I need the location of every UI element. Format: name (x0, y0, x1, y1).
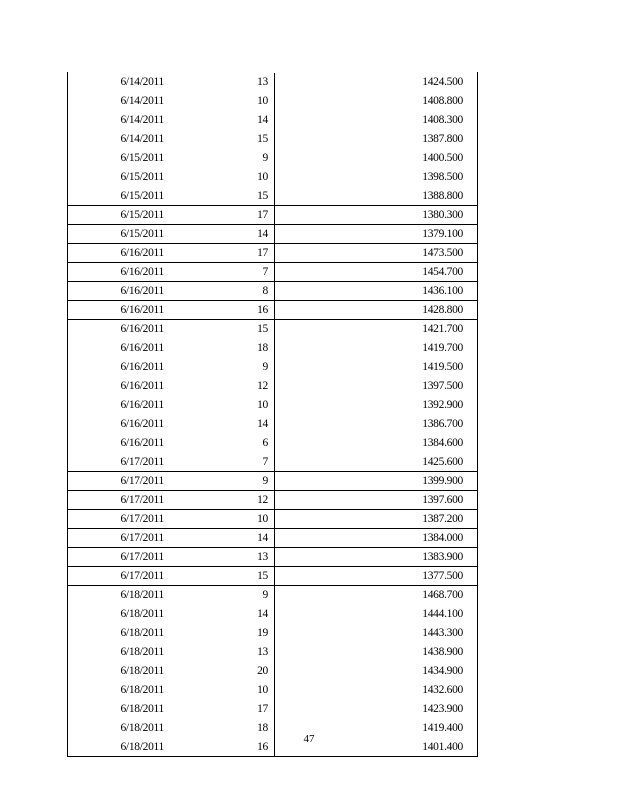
table-row (68, 624, 478, 643)
table-row (68, 396, 478, 415)
number-cell: 10 (257, 171, 268, 183)
value-cell: 1468.700 (275, 586, 478, 605)
date-cell: 6/18/2011 (68, 681, 169, 700)
value-cell: 1380.300 (275, 206, 478, 225)
number-cell: 20 (257, 665, 268, 677)
table-row (68, 681, 478, 700)
date-cell: 6/16/2011 (68, 244, 169, 263)
number-cell: 9 (168, 586, 275, 605)
date-cell: 6/16/2011 (68, 358, 169, 377)
number-cell: 10 (168, 510, 275, 529)
table-row (68, 415, 478, 434)
table-row (68, 700, 478, 719)
date-cell: 6/17/2011 (68, 472, 169, 491)
number-cell: 13 (257, 76, 268, 88)
number-cell: 13 (168, 548, 275, 567)
table-row (68, 377, 478, 396)
value-cell: 1438.900 (275, 643, 478, 662)
number-cell: 13 (257, 646, 268, 658)
number-cell: 10 (257, 684, 268, 696)
value-cell: 1399.900 (275, 472, 478, 491)
value-cell: 1454.700 (275, 263, 478, 282)
number-cell: 18 (257, 342, 268, 354)
number-cell: 15 (257, 190, 268, 202)
table-row (68, 92, 478, 111)
number-cell: 14 (257, 608, 268, 620)
date-cell: 6/15/2011 (68, 168, 169, 187)
date-cell: 6/16/2011 (68, 320, 169, 339)
value-cell: 1387.800 (275, 130, 478, 149)
value-cell: 1428.800 (275, 301, 478, 320)
table-row (68, 149, 478, 168)
date-cell: 6/14/2011 (68, 92, 169, 111)
value-cell: 1392.900 (275, 396, 478, 415)
number-cell: 12 (257, 380, 268, 392)
date-cell: 6/16/2011 (68, 415, 169, 434)
value-cell: 1443.300 (275, 624, 478, 643)
value-cell: 1397.500 (275, 377, 478, 396)
table-row (68, 548, 478, 567)
date-cell: 6/17/2011 (68, 510, 169, 529)
page-number: 47 (303, 733, 315, 745)
table-row (68, 472, 478, 491)
date-cell: 6/17/2011 (68, 491, 169, 510)
date-cell: 6/18/2011 (68, 624, 169, 643)
value-cell: 1473.500 (275, 244, 478, 263)
number-cell: 9 (262, 361, 268, 373)
number-cell: 7 (262, 456, 268, 468)
value-cell: 1436.100 (275, 282, 478, 301)
value-cell: 1434.900 (275, 662, 478, 681)
date-cell: 6/18/2011 (68, 700, 169, 719)
number-cell: 15 (168, 567, 275, 586)
value-cell: 1408.800 (275, 92, 478, 111)
number-cell: 17 (168, 244, 275, 263)
date-cell: 6/15/2011 (68, 225, 169, 244)
date-cell: 6/18/2011 (68, 662, 169, 681)
date-cell: 6/17/2011 (68, 529, 169, 548)
number-cell: 6 (262, 437, 268, 449)
date-cell: 6/18/2011 (68, 586, 169, 605)
date-cell: 6/18/2011 (68, 738, 169, 757)
table-row (68, 567, 478, 586)
table-row (68, 168, 478, 187)
table-row (68, 282, 478, 301)
value-cell: 1425.600 (275, 453, 478, 472)
date-cell: 6/15/2011 (68, 206, 169, 225)
value-cell: 1386.700 (275, 415, 478, 434)
date-cell: 6/14/2011 (68, 73, 169, 92)
date-cell: 6/18/2011 (68, 719, 169, 738)
value-cell: 1444.100 (275, 605, 478, 624)
value-cell: 1377.500 (275, 567, 478, 586)
table-row (68, 662, 478, 681)
table-row (68, 225, 478, 244)
value-cell: 1423.900 (275, 700, 478, 719)
table-row (68, 301, 478, 320)
value-cell: 1388.800 (275, 187, 478, 206)
number-cell: 17 (257, 703, 268, 715)
value-cell: 1387.200 (275, 510, 478, 529)
table-row (68, 187, 478, 206)
value-cell: 1398.500 (275, 168, 478, 187)
date-cell: 6/15/2011 (68, 187, 169, 206)
table-row (68, 586, 478, 605)
table-row (68, 263, 478, 282)
value-cell: 1384.000 (275, 529, 478, 548)
date-cell: 6/16/2011 (68, 339, 169, 358)
table-row (68, 111, 478, 130)
date-cell: 6/16/2011 (68, 396, 169, 415)
date-cell: 6/16/2011 (68, 282, 169, 301)
date-cell: 6/16/2011 (68, 301, 169, 320)
number-cell: 18 (257, 722, 268, 734)
value-cell: 1384.600 (275, 434, 478, 453)
number-cell: 17 (168, 206, 275, 225)
date-cell: 6/17/2011 (68, 567, 169, 586)
number-cell: 12 (168, 491, 275, 510)
number-cell: 10 (257, 95, 268, 107)
number-cell: 16 (168, 738, 275, 757)
number-cell: 10 (257, 399, 268, 411)
date-cell: 6/16/2011 (68, 377, 169, 396)
value-cell: 1419.500 (275, 358, 478, 377)
date-cell: 6/14/2011 (68, 130, 169, 149)
table-row (68, 434, 478, 453)
table-row (68, 73, 478, 92)
date-cell: 6/17/2011 (68, 453, 169, 472)
value-cell: 1383.900 (275, 548, 478, 567)
table-row (68, 320, 478, 339)
date-cell: 6/16/2011 (68, 263, 169, 282)
value-cell: 1397.600 (275, 491, 478, 510)
table-row (68, 605, 478, 624)
date-cell: 6/15/2011 (68, 149, 169, 168)
number-cell: 9 (262, 152, 268, 164)
table-row (68, 244, 478, 263)
number-cell: 15 (257, 133, 268, 145)
date-cell: 6/14/2011 (68, 111, 169, 130)
date-cell: 6/18/2011 (68, 605, 169, 624)
table-row (68, 130, 478, 149)
date-cell: 6/18/2011 (68, 643, 169, 662)
value-cell: 1401.400 (275, 738, 478, 757)
value-cell: 1421.700 (275, 320, 478, 339)
value-cell: 1419.700 (275, 339, 478, 358)
number-cell: 14 (168, 529, 275, 548)
number-cell: 8 (168, 282, 275, 301)
date-cell: 6/16/2011 (68, 434, 169, 453)
number-cell: 14 (168, 225, 275, 244)
table-body (68, 73, 478, 757)
value-cell: 1432.600 (275, 681, 478, 700)
value-cell: 1419.400 (275, 719, 478, 738)
table-row (68, 491, 478, 510)
value-cell: 1408.300 (275, 111, 478, 130)
table-row (68, 339, 478, 358)
number-cell: 14 (257, 114, 268, 126)
table-row (68, 510, 478, 529)
table-row (68, 643, 478, 662)
data-table (67, 72, 478, 757)
number-cell: 16 (168, 301, 275, 320)
value-cell: 1424.500 (275, 73, 478, 92)
date-cell: 6/17/2011 (68, 548, 169, 567)
value-cell: 1379.100 (275, 225, 478, 244)
number-cell: 9 (168, 472, 275, 491)
table-row (68, 529, 478, 548)
number-cell: 15 (168, 320, 275, 339)
number-cell: 19 (257, 627, 268, 639)
table-row (68, 453, 478, 472)
value-cell: 1400.500 (275, 149, 478, 168)
number-cell: 7 (168, 263, 275, 282)
table-row (68, 358, 478, 377)
table-row (68, 206, 478, 225)
number-cell: 14 (257, 418, 268, 430)
